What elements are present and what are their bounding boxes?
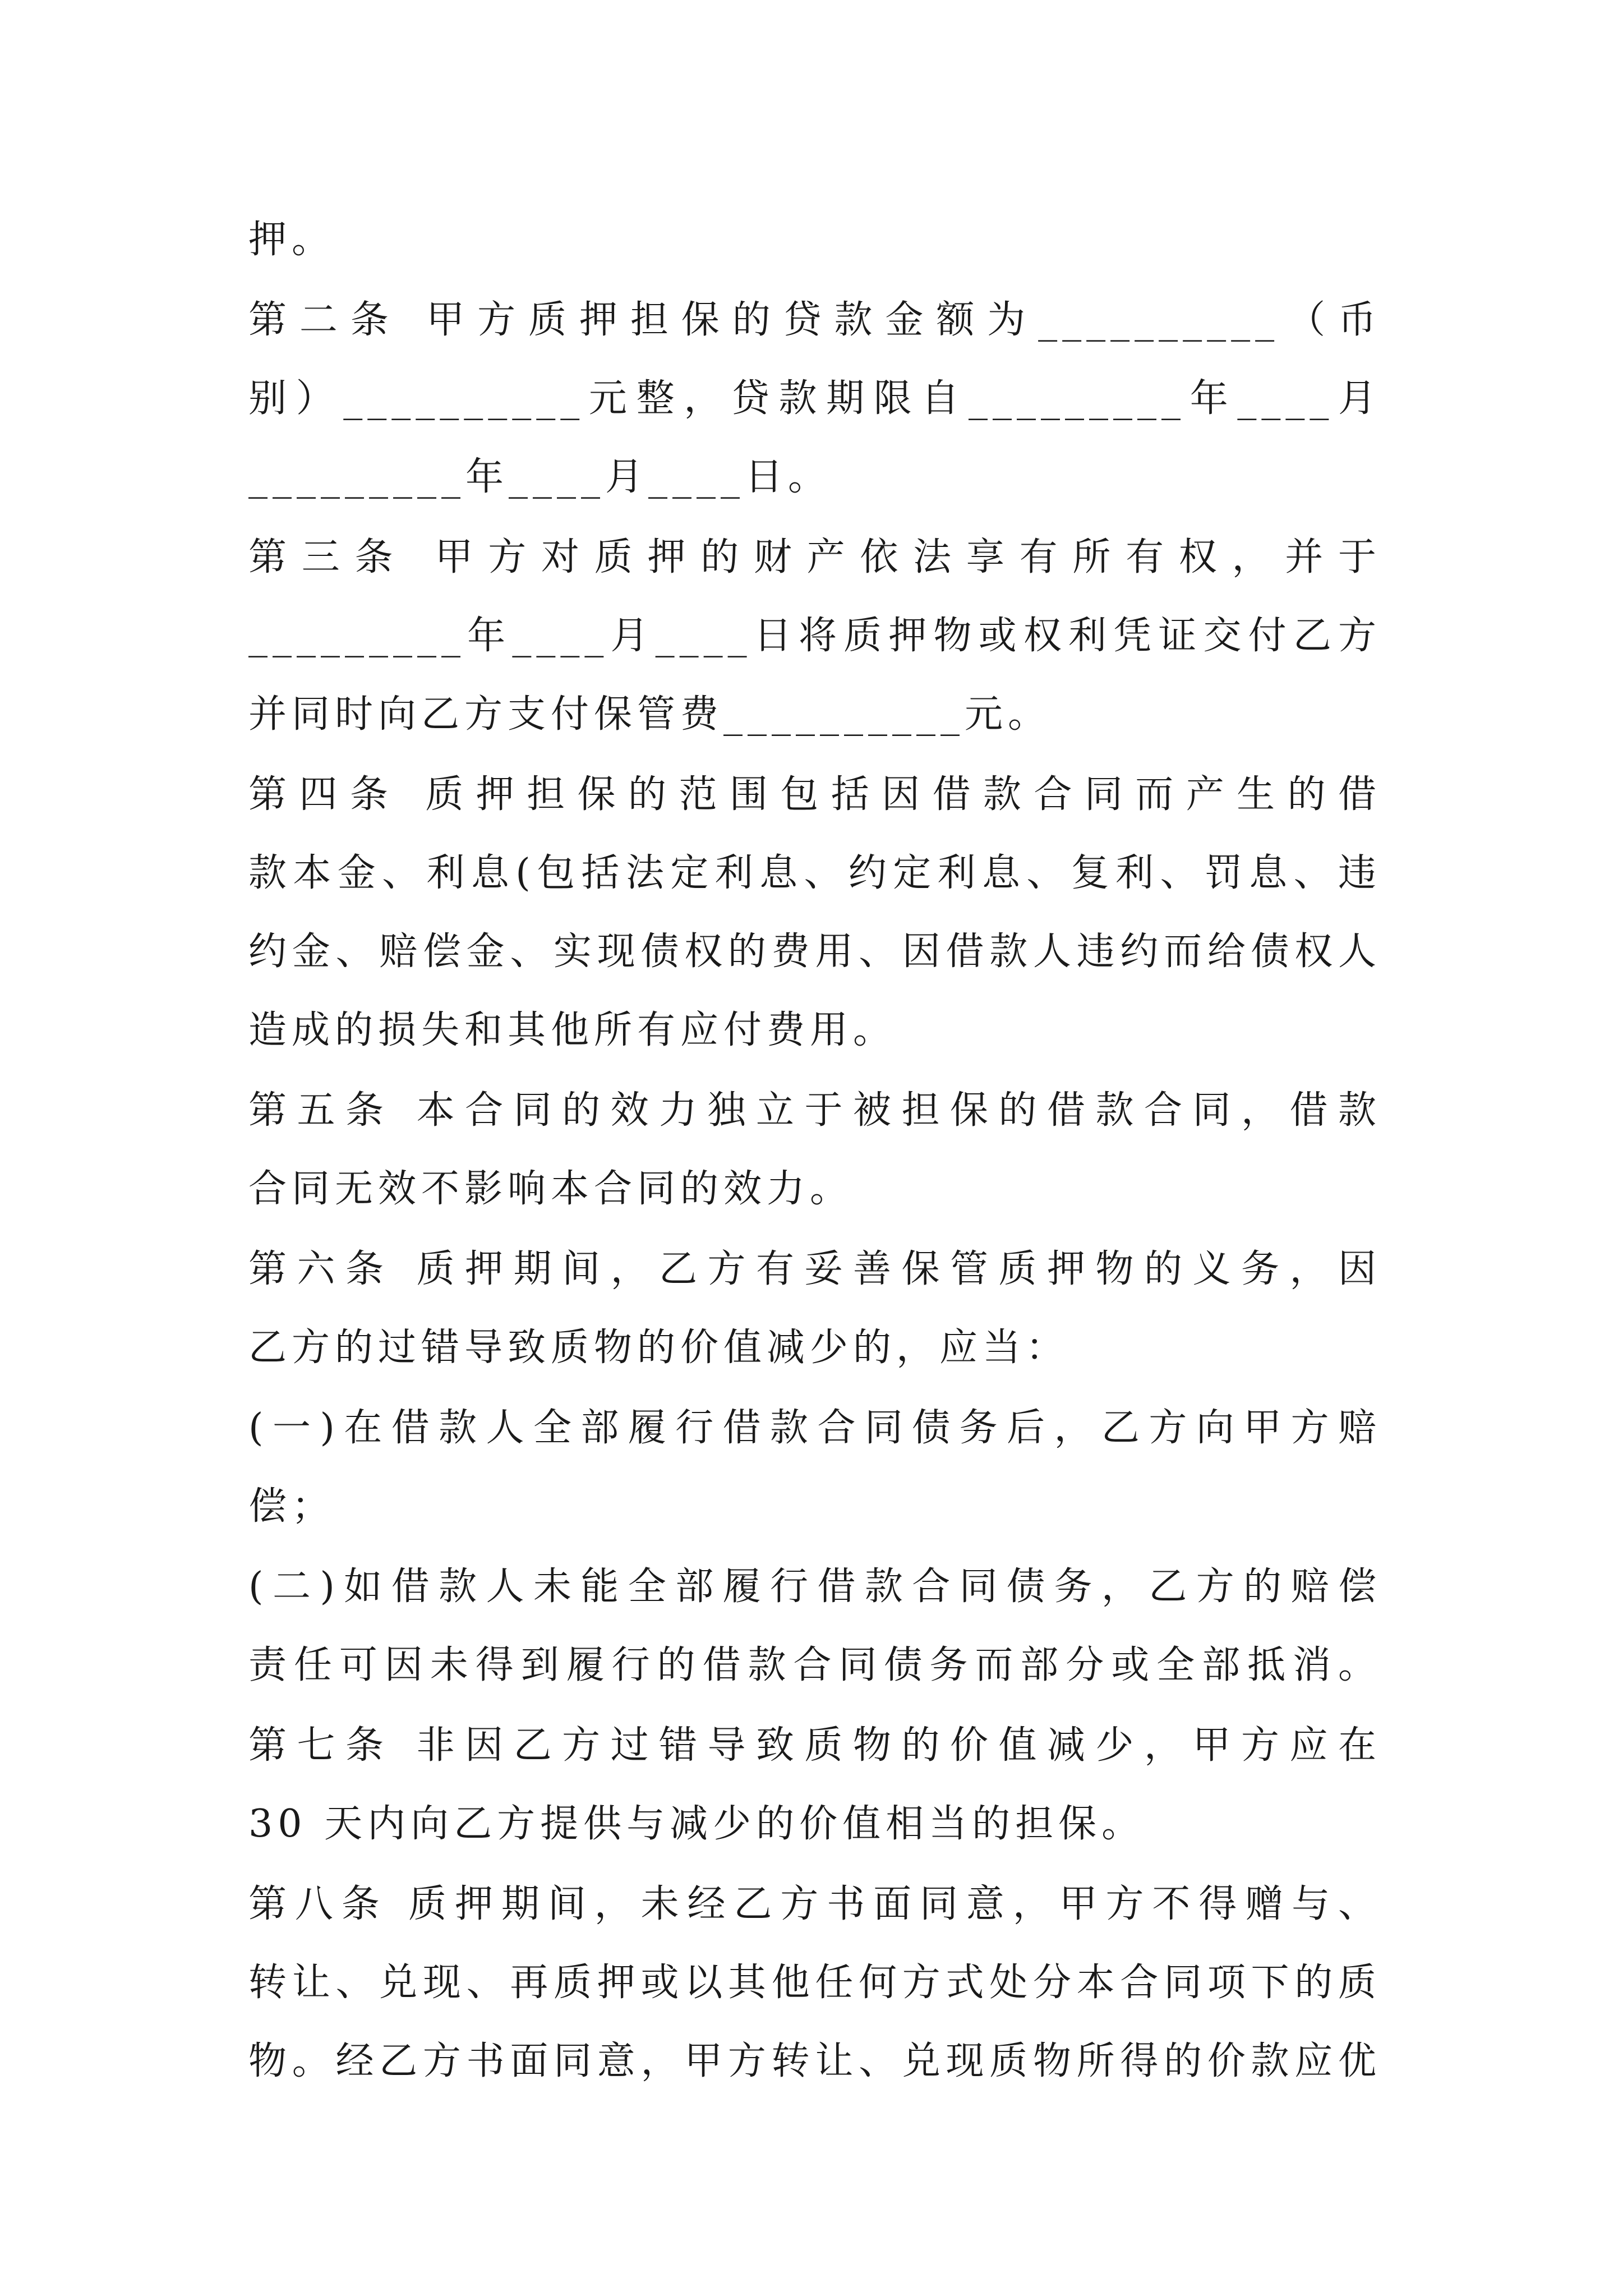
- text-line-9: 款本金、利息(包括法定利息、约定利息、复利、罚息、违: [248, 851, 1381, 895]
- text-line-1: 押。: [248, 218, 335, 262]
- text-line-11: 造成的损失和其他所有应付费用。: [248, 1008, 897, 1052]
- text-line-8: 第四条 质押担保的范围包括因借款合同而产生的借: [248, 772, 1381, 817]
- text-line-14: 第六条 质押期间，乙方有妥善保管质押物的义务，因: [248, 1247, 1381, 1291]
- text-line-10: 约金、赔偿金、实现债权的费用、因借款人违约而给债权人: [248, 930, 1381, 974]
- text-line-6: _________年____月____日将质押物或权利凭证交付乙方: [248, 614, 1381, 658]
- text-line-18: (二)如借款人未能全部履行借款合同债务，乙方的赔偿: [248, 1565, 1381, 1609]
- text-line-21: 30 天内向乙方提供与减少的价值相当的担保。: [248, 1802, 1145, 1846]
- text-line-24: 物。经乙方书面同意，甲方转让、兑现质物所得的价款应优: [248, 2039, 1381, 2083]
- text-line-7: 并同时向乙方支付保管费__________元。: [248, 692, 1052, 737]
- text-line-13: 合同无效不影响本合同的效力。: [248, 1167, 854, 1211]
- text-line-15: 乙方的过错导致质物的价值减少的，应当：: [248, 1326, 1069, 1370]
- text-line-22: 第八条 质押期间，未经乙方书面同意，甲方不得赠与、: [248, 1882, 1381, 1926]
- text-line-20: 第七条 非因乙方过错导致质物的价值减少，甲方应在: [248, 1723, 1381, 1768]
- text-line-23: 转让、兑现、再质押或以其他任何方式处分本合同项下的质: [248, 1961, 1381, 2005]
- text-line-12: 第五条 本合同的效力独立于被担保的借款合同，借款: [248, 1088, 1381, 1133]
- text-line-17: 偿；: [248, 1484, 335, 1529]
- text-line-4: _________年____月____日。: [248, 455, 832, 499]
- text-line-19: 责任可因未得到履行的借款合同债务而部分或全部抵消。: [248, 1643, 1381, 1687]
- text-line-16: (一)在借款人全部履行借款合同债务后，乙方向甲方赔: [248, 1406, 1381, 1450]
- text-line-5: 第三条 甲方对质押的财产依法享有所有权，并于: [248, 535, 1381, 579]
- text-line-3: 别）__________元整，贷款期限自_________年____月: [248, 376, 1381, 421]
- text-line-2: 第二条 甲方质押担保的贷款金额为__________（币: [248, 298, 1381, 342]
